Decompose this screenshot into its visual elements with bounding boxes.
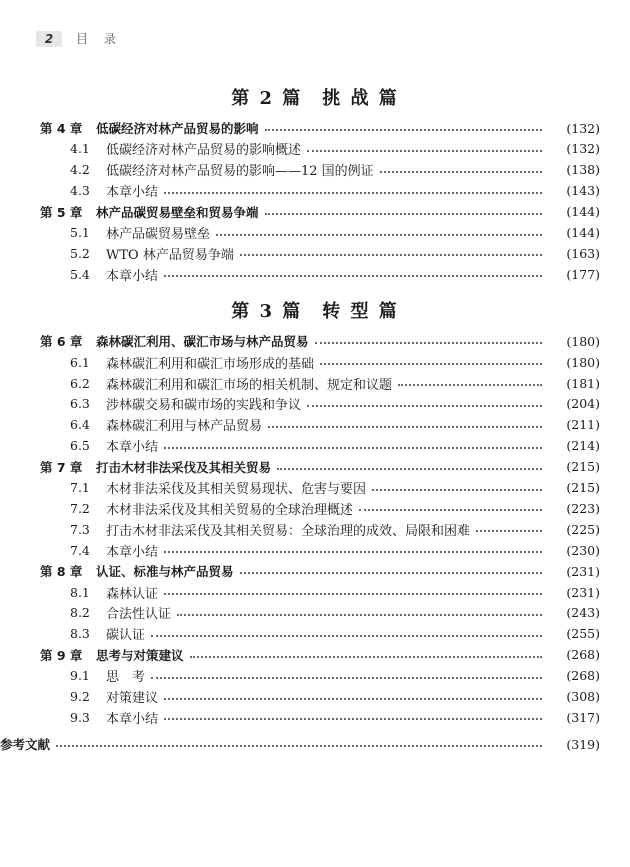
section-entry-title: 森林碳汇利用与林产品贸易 (106, 419, 263, 435)
dot-leader (277, 468, 542, 470)
section-entry-title: 对策建议 (106, 691, 159, 706)
chapter-entry-title: 林产品碳贸易壁垒和贸易争端 (96, 204, 259, 220)
dot-leader (307, 405, 542, 407)
chapter-entry[interactable] (0, 118, 630, 138)
section-entry[interactable] (0, 540, 630, 560)
section-entry-page: (223) (566, 500, 600, 516)
references-entry-title: 参考文献 (0, 737, 51, 752)
section-entry[interactable] (0, 181, 630, 201)
dot-leader (315, 342, 542, 344)
dot-leader (268, 426, 542, 428)
section-entry[interactable] (0, 498, 630, 518)
chapter-entry[interactable] (0, 202, 630, 222)
chapter-entry-title: 低碳经济对林产品贸易的影响 (96, 121, 259, 136)
section-entry[interactable] (0, 687, 630, 707)
section-entry[interactable] (0, 139, 630, 159)
section-entry-page: (225) (566, 521, 600, 537)
section-entry-number: 6.4 (70, 417, 90, 433)
section-entry-page: (177) (566, 266, 600, 282)
references-entry[interactable] (0, 734, 630, 754)
section-entry-page: (204) (566, 396, 600, 412)
section-entry-number: 7.1 (70, 480, 90, 495)
section-entry-page: (214) (566, 438, 600, 454)
section-entry-number: 5.4 (70, 266, 90, 282)
dot-leader (164, 698, 542, 700)
section-entry[interactable] (0, 352, 630, 372)
dot-leader (359, 509, 542, 511)
section-entry-number: 4.3 (70, 183, 90, 199)
header-title: 目 录 (76, 32, 122, 46)
section-entry-number: 7.4 (70, 542, 90, 558)
chapter-entry[interactable] (0, 457, 630, 477)
chapter-entry[interactable] (0, 331, 630, 351)
section-entry-title: 本章小结 (106, 185, 159, 201)
section-entry[interactable] (0, 603, 630, 623)
section-entry[interactable] (0, 478, 630, 498)
section-entry-title: 合法性认证 (106, 607, 172, 623)
chapter-entry[interactable] (0, 561, 630, 581)
chapter-entry-page: (268) (566, 647, 600, 663)
section-entry-title: 本章小结 (106, 440, 159, 456)
chapter-entry-title: 思考与对策建议 (96, 647, 184, 663)
section-entry-number: 8.1 (70, 584, 90, 600)
section-entry[interactable] (0, 582, 630, 602)
dot-leader (380, 171, 542, 173)
section-entry-title: 本章小结 (106, 544, 159, 560)
dot-leader (151, 635, 542, 637)
section-entry-number: 9.1 (70, 668, 90, 684)
section-entry-title: 涉林碳交易和碳市场的实践和争议 (106, 398, 302, 414)
section-entry-title: 森林碳汇利用和碳汇市场形成的基础 (106, 356, 315, 372)
section-entry-number: 9.3 (70, 709, 90, 725)
dot-leader (164, 275, 542, 277)
section-entry-title: 打击木材非法采伐及其相关贸易：全球治理的成效、局限和困难 (106, 523, 471, 539)
section-entry-number: 4.2 (70, 162, 90, 178)
section-entry-page: (181) (566, 375, 600, 391)
dot-leader (164, 718, 542, 720)
dot-leader (164, 192, 542, 194)
page-number: 2 (36, 31, 62, 47)
dot-leader (240, 572, 542, 574)
section-entry-page: (138) (566, 162, 600, 178)
section-entry-page: (144) (566, 225, 600, 240)
section-entry-page: (308) (566, 689, 600, 704)
dot-leader (265, 129, 542, 131)
chapter-entry-page: (180) (566, 333, 600, 349)
section-entry-number: 5.2 (70, 245, 90, 261)
section-entry[interactable] (0, 624, 630, 644)
dot-leader (372, 489, 542, 491)
dot-leader (307, 150, 542, 152)
dot-leader (398, 384, 542, 386)
section-entry[interactable] (0, 243, 630, 263)
section-entry-title: 森林认证 (106, 586, 159, 602)
section-entry-title: 林产品碳贸易壁垒 (106, 227, 211, 242)
dot-leader (216, 234, 542, 236)
chapter-entry-number: 第 9 章 (40, 647, 83, 663)
section-entry[interactable] (0, 160, 630, 180)
chapter-entry-number: 第 5 章 (40, 204, 83, 220)
section-entry-number: 8.3 (70, 626, 90, 642)
chapter-entry[interactable] (0, 645, 630, 665)
section-entry[interactable] (0, 666, 630, 686)
section-entry[interactable] (0, 394, 630, 414)
dot-leader (476, 530, 542, 532)
section-entry-page: (180) (566, 354, 600, 370)
section-entry-page: (268) (566, 668, 600, 684)
section-entry-page: (132) (566, 141, 600, 157)
section-entry-number: 6.2 (70, 375, 90, 391)
section-entry[interactable] (0, 264, 630, 284)
chapter-entry-page: (144) (566, 204, 600, 220)
dot-leader (151, 677, 542, 679)
section-entry-page: (163) (566, 245, 600, 261)
section-entry-number: 8.2 (70, 605, 90, 621)
section-entry-page: (211) (566, 417, 600, 433)
section-entry[interactable] (0, 707, 630, 727)
section-entry-number: 7.3 (70, 521, 90, 537)
section-entry-page: (231) (566, 584, 600, 600)
dot-leader (164, 447, 542, 449)
section-entry-page: (230) (566, 542, 600, 558)
section-entry-page: (143) (566, 183, 600, 199)
dot-leader (177, 614, 542, 616)
section-entry[interactable] (0, 436, 630, 456)
section-entry-title: 低碳经济对林产品贸易的影响——12 国的例证 (106, 164, 374, 180)
dot-leader (190, 656, 542, 658)
section-entry-title: WTO 林产品贸易争端 (106, 247, 234, 263)
section-entry-number: 5.1 (70, 225, 90, 240)
part-heading: 第 3 篇 转 型 篇 (231, 301, 399, 323)
section-entry-number: 9.2 (70, 689, 90, 704)
section-entry-title: 木材非法采伐及其相关贸易的全球治理概述 (106, 502, 354, 518)
section-entry-number: 4.1 (70, 141, 90, 157)
section-entry[interactable] (0, 223, 630, 243)
section-entry[interactable] (0, 415, 630, 435)
chapter-entry-page: (132) (566, 120, 600, 136)
chapter-entry-title: 森林碳汇利用、碳汇市场与林产品贸易 (96, 334, 309, 350)
chapter-entry-title: 打击木材非法采伐及其相关贸易 (96, 459, 272, 475)
dot-leader (164, 551, 542, 553)
section-entry-title: 本章小结 (106, 268, 159, 284)
references-entry-page: (319) (566, 736, 600, 752)
running-header (36, 30, 122, 47)
section-entry-title: 本章小结 (106, 711, 159, 727)
chapter-entry-title: 认证、标准与林产品贸易 (96, 564, 234, 580)
chapter-entry-page: (215) (566, 459, 600, 475)
chapter-entry-number: 第 6 章 (40, 334, 83, 350)
chapter-entry-number: 第 4 章 (40, 121, 83, 136)
dot-leader (164, 593, 542, 595)
section-entry-page: (215) (566, 480, 600, 495)
section-entry-title: 森林碳汇利用和碳汇市场的相关机制、规定和议题 (106, 377, 393, 393)
section-entry-title: 思 考 (106, 670, 146, 686)
section-entry-page: (317) (566, 709, 600, 725)
chapter-entry-page: (231) (566, 563, 600, 579)
section-entry-page: (255) (566, 626, 600, 642)
section-entry-title: 碳认证 (106, 628, 146, 644)
section-entry-number: 6.3 (70, 396, 90, 412)
section-entry-page: (243) (566, 605, 600, 621)
section-entry[interactable] (0, 519, 630, 539)
chapter-entry-number: 第 7 章 (40, 459, 83, 475)
section-entry-number: 7.2 (70, 500, 90, 516)
dot-leader (320, 363, 542, 365)
section-entry-title: 低碳经济对林产品贸易的影响概述 (106, 143, 302, 159)
chapter-entry-number: 第 8 章 (40, 564, 83, 580)
section-entry[interactable] (0, 373, 630, 393)
dot-leader (265, 213, 542, 215)
section-entry-number: 6.1 (70, 354, 90, 370)
part-heading: 第 2 篇 挑 战 篇 (231, 88, 399, 109)
dot-leader (240, 254, 542, 256)
section-entry-number: 6.5 (70, 438, 90, 454)
dot-leader (56, 745, 542, 747)
section-entry-title: 木材非法采伐及其相关贸易现状、危害与要因 (106, 482, 367, 497)
